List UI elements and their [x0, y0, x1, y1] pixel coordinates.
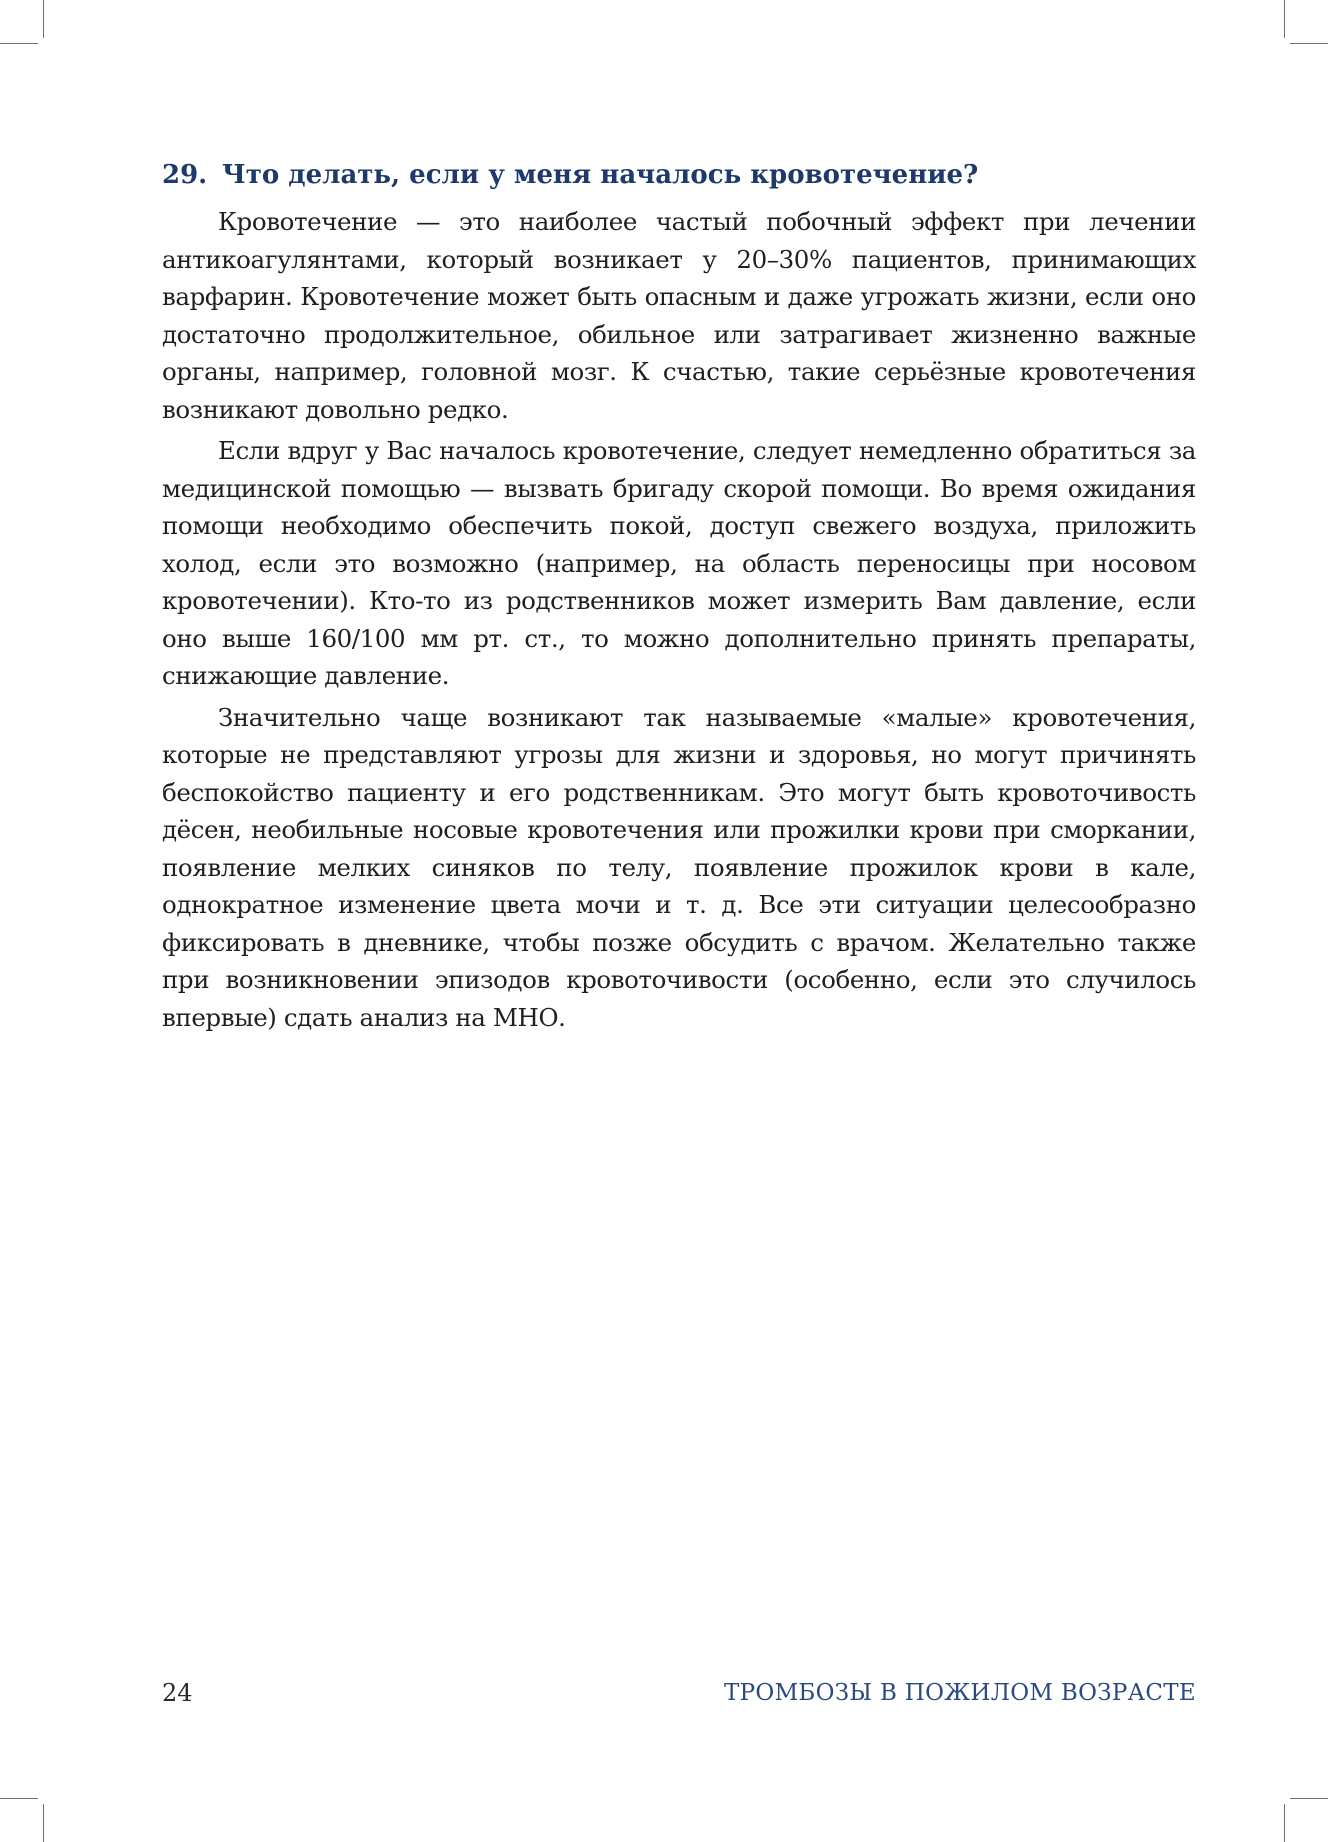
- crop-mark-bottom-left-vertical: [43, 1804, 44, 1842]
- section-number: 29.: [162, 160, 208, 190]
- section-title: Что делать, если у меня началось кровотечение?: [222, 160, 979, 190]
- running-footer-title: ТРОМБОЗЫ В ПОЖИЛОМ ВОЗРАСТЕ: [724, 1680, 1196, 1706]
- page-number: 24: [162, 1679, 193, 1707]
- paragraph-3: Значительно чаще возникают так называемые «малые» кровотечения, которые не представляют угрозы для жизни и здоровья, но могут причинять беспокойство пациенту и его родственникам. Это могут быть кровоточивость дёсен, необильные носовые кровотечения или прожилки крови при сморкании, появление мелких синяков по телу, появление прожилок крови в кале, однократное изменение цвета мочи и т. д. Все эти ситуации целесообразно фиксировать в дневнике, чтобы позже обсудить с врачом. Желательно также при возникновении эпизодов кровоточивости (особенно, если это случилось впервые) сдать анализ на МНО.: [162, 702, 1196, 1032]
- paragraph-2: Если вдруг у Вас началось кровотечение, следует немедленно обратиться за медицинской помощью — вызвать бригаду скорой помощи. Во время ожидания помощи необходимо обеспечить покой, доступ свежего воздуха, приложить холод, если это возможно (например, на область переносицы при носовом кровотечении). Кто-то из родственников может измерить Вам давление, если оно выше 160/100 мм рт. ст., то можно дополнительно принять препараты, снижающие давление.: [162, 436, 1196, 690]
- paragraph-1: Кровотечение — это наиболее частый побочный эффект при лечении антикоагулянтами, который возникает у 20–30% пациентов, принимающих варфарин. Кровотечение может быть опасным и даже угрожать жизни, если оно достаточно продолжительное, обильное или затрагивает жизненно важные органы, например, головной мозг. К счастью, такие серьёзные кровотечения возникают довольно редко.: [162, 207, 1196, 424]
- crop-mark-bottom-right-vertical: [1284, 1804, 1285, 1842]
- crop-mark-top-right-horizontal: [1290, 43, 1328, 44]
- crop-mark-top-left-horizontal: [0, 43, 38, 44]
- crop-mark-top-right-vertical: [1284, 0, 1285, 38]
- section-heading: [162, 156, 1202, 194]
- crop-mark-bottom-left-horizontal: [0, 1798, 38, 1799]
- body-text: [162, 203, 1196, 1040]
- crop-mark-bottom-right-horizontal: [1290, 1798, 1328, 1799]
- crop-mark-top-left-vertical: [43, 0, 44, 38]
